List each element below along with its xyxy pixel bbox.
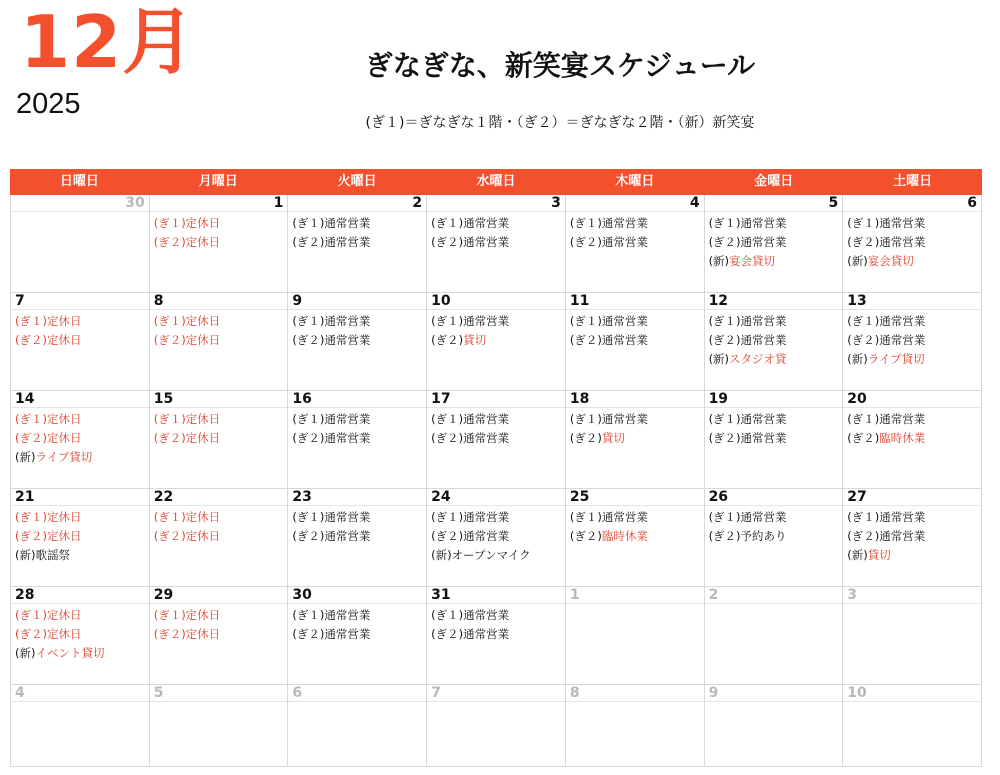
schedule-entry — [847, 252, 977, 271]
day-entries — [427, 702, 565, 704]
schedule-entry: (ぎ２)通常営業 — [431, 235, 510, 249]
schedule-entry: (ぎ２)通常営業 — [431, 431, 510, 445]
day-number: 1 — [150, 195, 288, 212]
day-number: 24 — [427, 489, 565, 506]
venue-tag: (ぎ２) — [431, 333, 464, 347]
day-number: 10 — [843, 685, 981, 702]
calendar-week-row — [10, 587, 982, 685]
schedule-entry: (ぎ１)通常営業 — [847, 314, 926, 328]
day-entries — [288, 310, 426, 350]
day-number: 5 — [150, 685, 288, 702]
venue-tag: (ぎ２) — [569, 529, 602, 543]
calendar-day-cell[interactable] — [150, 195, 289, 293]
schedule-entry: (ぎ１)通常営業 — [708, 216, 787, 230]
day-entries — [150, 212, 288, 252]
schedule-entry: (ぎ１)定休日 — [153, 510, 221, 524]
schedule-entry: (ぎ２)定休日 — [153, 431, 221, 445]
calendar-day-cell[interactable] — [843, 391, 982, 489]
calendar-day-cell[interactable] — [705, 489, 844, 587]
weekday-monday: 月曜日 — [198, 174, 238, 189]
schedule-note: 貸切 — [867, 548, 891, 562]
schedule-note: 宴会貸切 — [867, 254, 914, 268]
schedule-entry — [15, 448, 145, 467]
calendar-day-cell[interactable] — [705, 195, 844, 293]
day-entries — [427, 506, 565, 565]
calendar-day-cell[interactable] — [843, 489, 982, 587]
weekday-sunday: 日曜日 — [59, 174, 99, 189]
schedule-note: イベント貸切 — [35, 646, 105, 660]
day-number: 20 — [843, 391, 981, 408]
weekday-saturday: 土曜日 — [893, 174, 933, 189]
calendar-day-cell[interactable] — [705, 293, 844, 391]
schedule-entry: (ぎ２)定休日 — [153, 235, 221, 249]
calendar-day-cell[interactable] — [566, 587, 705, 685]
schedule-entry: (ぎ２)定休日 — [15, 333, 82, 347]
calendar-day-cell[interactable] — [288, 293, 427, 391]
calendar-week-row — [10, 685, 982, 767]
schedule-entry — [709, 350, 839, 369]
calendar-day-cell[interactable] — [150, 685, 289, 767]
day-number: 7 — [11, 293, 149, 310]
schedule-entry: (ぎ１)通常営業 — [431, 510, 510, 524]
calendar-day-cell[interactable] — [427, 489, 566, 587]
venue-tag: (新) — [431, 548, 452, 562]
weekday-thursday: 木曜日 — [615, 174, 655, 189]
schedule-entry: (ぎ１)定休日 — [15, 314, 82, 328]
schedule-entry: (ぎ２)通常営業 — [708, 333, 787, 347]
day-entries — [566, 702, 704, 704]
venue-tag: (ぎ２) — [569, 431, 602, 445]
day-number: 11 — [566, 293, 704, 310]
calendar-week-row — [10, 195, 982, 293]
day-number: 21 — [11, 489, 149, 506]
day-entries — [150, 310, 288, 350]
calendar-day-cell[interactable] — [150, 293, 289, 391]
day-entries — [705, 702, 843, 704]
day-number: 30 — [288, 587, 426, 604]
schedule-entry: (ぎ２)通常営業 — [847, 333, 926, 347]
calendar-day-cell[interactable] — [427, 587, 566, 685]
day-number: 28 — [11, 587, 149, 604]
day-entries — [843, 212, 981, 271]
schedule-entry — [431, 331, 561, 350]
schedule-entry: (ぎ２)通常営業 — [431, 529, 510, 543]
day-number: 29 — [150, 587, 288, 604]
schedule-entry: (ぎ１)通常営業 — [292, 510, 371, 524]
schedule-entry — [570, 429, 700, 448]
day-number: 8 — [150, 293, 288, 310]
day-entries — [11, 408, 149, 467]
schedule-note: 臨時休業 — [601, 529, 648, 543]
day-number: 1 — [566, 587, 704, 604]
calendar-day-cell[interactable] — [427, 391, 566, 489]
calendar-day-cell[interactable] — [705, 685, 844, 767]
day-number: 7 — [427, 685, 565, 702]
schedule-entry: (ぎ２)定休日 — [15, 431, 82, 445]
calendar-day-cell[interactable] — [150, 587, 289, 685]
calendar-day-cell[interactable] — [11, 489, 150, 587]
day-entries — [705, 506, 843, 546]
day-entries — [843, 310, 981, 369]
schedule-entry: (ぎ１)定休日 — [153, 608, 221, 622]
schedule-entry: (ぎ１)通常営業 — [431, 412, 510, 426]
schedule-entry: (ぎ１)通常営業 — [292, 412, 371, 426]
schedule-entry: (ぎ２)通常営業 — [292, 333, 371, 347]
day-entries — [705, 310, 843, 369]
schedule-note: ライブ貸切 — [867, 352, 925, 366]
day-entries — [843, 702, 981, 704]
day-entries — [427, 604, 565, 644]
day-number: 5 — [705, 195, 843, 212]
schedule-entry — [431, 546, 561, 565]
calendar-week-row — [10, 293, 982, 391]
day-entries — [843, 506, 981, 565]
schedule-entry: (ぎ１)通常営業 — [431, 608, 510, 622]
day-entries — [705, 212, 843, 271]
schedule-entry: (ぎ２)通常営業 — [708, 235, 787, 249]
day-entries — [705, 604, 843, 606]
venue-tag: (新) — [847, 548, 868, 562]
schedule-entry: (ぎ２)通常営業 — [569, 235, 648, 249]
schedule-entry: (ぎ１)通常営業 — [292, 608, 371, 622]
venue-tag: (新) — [15, 548, 36, 562]
day-entries — [11, 702, 149, 704]
venue-tag: (新) — [708, 254, 730, 268]
schedule-entry: (ぎ１)通常営業 — [847, 216, 926, 230]
day-number: 6 — [843, 195, 981, 212]
day-number: 30 — [11, 195, 149, 212]
calendar-day-cell[interactable] — [566, 195, 705, 293]
schedule-entry: (ぎ２)予約あり — [708, 529, 787, 543]
schedule-entry: (ぎ１)通常営業 — [431, 314, 510, 328]
schedule-entry: (ぎ１)通常営業 — [292, 314, 371, 328]
calendar-day-cell[interactable] — [150, 391, 289, 489]
calendar-day-cell[interactable] — [566, 391, 705, 489]
calendar-day-cell[interactable] — [843, 195, 982, 293]
schedule-entry — [709, 252, 839, 271]
schedule-entry — [15, 546, 145, 565]
schedule-entry: (ぎ２)定休日 — [153, 627, 221, 641]
day-number: 22 — [150, 489, 288, 506]
day-entries — [566, 212, 704, 252]
schedule-entry: (ぎ１)通常営業 — [708, 510, 787, 524]
schedule-entry: (ぎ１)定休日 — [15, 412, 82, 426]
calendar-week-row — [10, 489, 982, 587]
day-entries — [288, 702, 426, 704]
calendar-day-cell[interactable] — [427, 293, 566, 391]
calendar-week-row — [10, 391, 982, 489]
day-number: 13 — [843, 293, 981, 310]
calendar-day-cell[interactable] — [11, 293, 150, 391]
schedule-note: ライブ貸切 — [35, 450, 93, 464]
calendar-day-cell[interactable] — [288, 489, 427, 587]
day-number: 26 — [705, 489, 843, 506]
day-number: 3 — [843, 587, 981, 604]
calendar-day-cell[interactable] — [427, 195, 566, 293]
schedule-entry: (ぎ２)定休日 — [15, 627, 82, 641]
day-number: 2 — [288, 195, 426, 212]
day-entries — [150, 604, 288, 644]
day-entries — [150, 408, 288, 448]
legend-text: (ぎ１)＝ぎなぎな１階・（ぎ２）＝ぎなぎな２階・（新）新笑宴 — [365, 115, 755, 131]
day-number: 12 — [705, 293, 843, 310]
schedule-entry: (ぎ１)通常営業 — [569, 216, 648, 230]
calendar-day-cell[interactable] — [11, 685, 150, 767]
schedule-entry: (ぎ２)通常営業 — [431, 627, 510, 641]
weekday-header — [10, 169, 982, 195]
schedule-entry: (ぎ２)通常営業 — [292, 235, 371, 249]
schedule-entry: (ぎ２)通常営業 — [292, 431, 371, 445]
schedule-note: 貸切 — [463, 333, 487, 347]
schedule-entry: (ぎ１)通常営業 — [569, 314, 648, 328]
venue-tag: (新) — [15, 450, 36, 464]
calendar-day-cell[interactable] — [566, 293, 705, 391]
day-entries — [843, 604, 981, 606]
day-entries — [566, 604, 704, 606]
schedule-entry: (ぎ１)通常営業 — [569, 510, 648, 524]
day-entries — [288, 604, 426, 644]
day-number: 6 — [288, 685, 426, 702]
calendar-weeks — [10, 195, 982, 767]
calendar-day-cell[interactable] — [288, 195, 427, 293]
calendar-day-cell[interactable] — [705, 587, 844, 685]
schedule-entry — [15, 644, 145, 663]
month-heading: 12月 — [20, 0, 196, 84]
schedule-entry — [847, 546, 977, 565]
schedule-entry: (ぎ１)通常営業 — [708, 412, 787, 426]
schedule-entry: (ぎ１)通常営業 — [847, 412, 926, 426]
day-number: 27 — [843, 489, 981, 506]
schedule-note: 宴会貸切 — [729, 254, 776, 268]
day-number: 9 — [705, 685, 843, 702]
schedule-note: 臨時休業 — [879, 431, 926, 445]
schedule-entry: (ぎ２)定休日 — [153, 529, 221, 543]
schedule-entry: (ぎ１)通常営業 — [847, 510, 926, 524]
calendar-day-cell[interactable] — [288, 685, 427, 767]
day-entries — [11, 604, 149, 663]
venue-tag: (新) — [708, 352, 730, 366]
schedule-entry: (ぎ１)定休日 — [153, 216, 221, 230]
calendar-day-cell[interactable] — [566, 685, 705, 767]
day-number: 18 — [566, 391, 704, 408]
day-entries — [566, 506, 704, 546]
schedule-entry: (ぎ１)通常営業 — [708, 314, 787, 328]
day-entries — [11, 506, 149, 565]
schedule-entry: (ぎ２)通常営業 — [708, 431, 787, 445]
day-number: 8 — [566, 685, 704, 702]
calendar-day-cell[interactable] — [427, 685, 566, 767]
schedule-entry: (ぎ１)通常営業 — [431, 216, 510, 230]
day-entries — [11, 310, 149, 350]
day-number: 16 — [288, 391, 426, 408]
day-number: 15 — [150, 391, 288, 408]
calendar-day-cell[interactable] — [288, 391, 427, 489]
calendar-day-cell[interactable] — [843, 293, 982, 391]
schedule-note: 歌謡祭 — [35, 548, 70, 562]
schedule-entry: (ぎ２)定休日 — [15, 529, 82, 543]
schedule-entry: (ぎ１)定休日 — [153, 314, 221, 328]
schedule-entry: (ぎ２)通常営業 — [847, 529, 926, 543]
venue-tag: (新) — [847, 254, 868, 268]
calendar-day-cell[interactable] — [11, 587, 150, 685]
calendar-day-cell[interactable] — [11, 391, 150, 489]
day-entries — [566, 310, 704, 350]
schedule-entry: (ぎ２)定休日 — [153, 333, 221, 347]
calendar-day-cell[interactable] — [150, 489, 289, 587]
schedule-entry: (ぎ１)定休日 — [153, 412, 221, 426]
weekday-wednesday: 水曜日 — [476, 174, 516, 189]
schedule-entry: (ぎ２)通常営業 — [292, 627, 371, 641]
venue-tag: (新) — [15, 646, 36, 660]
page-title: ぎなぎな、新笑宴スケジュール — [364, 49, 756, 82]
calendar-day-cell[interactable] — [843, 587, 982, 685]
schedule-entry: (ぎ１)定休日 — [15, 510, 82, 524]
calendar-day-cell[interactable] — [11, 195, 150, 293]
day-entries — [288, 408, 426, 448]
day-number: 4 — [566, 195, 704, 212]
calendar-day-cell[interactable] — [843, 685, 982, 767]
venue-tag: (ぎ２) — [847, 431, 880, 445]
day-entries — [288, 506, 426, 546]
day-number: 14 — [11, 391, 149, 408]
day-number: 25 — [566, 489, 704, 506]
schedule-note: 貸切 — [601, 431, 625, 445]
schedule-note: スタジオ貸 — [729, 352, 787, 366]
schedule-entry: (ぎ１)通常営業 — [569, 412, 648, 426]
day-number: 10 — [427, 293, 565, 310]
schedule-entry: (ぎ１)定休日 — [15, 608, 82, 622]
day-entries — [150, 506, 288, 546]
day-entries — [427, 408, 565, 448]
day-number: 2 — [705, 587, 843, 604]
schedule-entry — [847, 350, 977, 369]
day-entries — [427, 212, 565, 252]
calendar-day-cell[interactable] — [288, 587, 427, 685]
day-entries — [705, 408, 843, 448]
day-entries — [11, 212, 149, 214]
weekday-tuesday: 火曜日 — [337, 174, 377, 189]
day-number: 31 — [427, 587, 565, 604]
schedule-entry — [570, 527, 700, 546]
calendar-day-cell[interactable] — [705, 391, 844, 489]
weekday-friday: 金曜日 — [754, 174, 794, 189]
day-entries — [150, 702, 288, 704]
schedule-entry — [847, 429, 977, 448]
day-number: 3 — [427, 195, 565, 212]
schedule-entry: (ぎ２)通常営業 — [292, 529, 371, 543]
calendar-day-cell[interactable] — [566, 489, 705, 587]
day-number: 19 — [705, 391, 843, 408]
day-number: 9 — [288, 293, 426, 310]
day-entries — [288, 212, 426, 252]
schedule-entry: (ぎ２)通常営業 — [847, 235, 926, 249]
day-number: 23 — [288, 489, 426, 506]
day-number: 17 — [427, 391, 565, 408]
day-entries — [843, 408, 981, 448]
year-label: 2025 — [16, 88, 81, 120]
schedule-note: オープンマイク — [451, 548, 531, 562]
day-entries — [427, 310, 565, 350]
day-entries — [566, 408, 704, 448]
day-number: 4 — [11, 685, 149, 702]
calendar — [10, 169, 982, 767]
schedule-entry: (ぎ１)通常営業 — [292, 216, 371, 230]
schedule-entry: (ぎ２)通常営業 — [569, 333, 648, 347]
venue-tag: (新) — [847, 352, 868, 366]
